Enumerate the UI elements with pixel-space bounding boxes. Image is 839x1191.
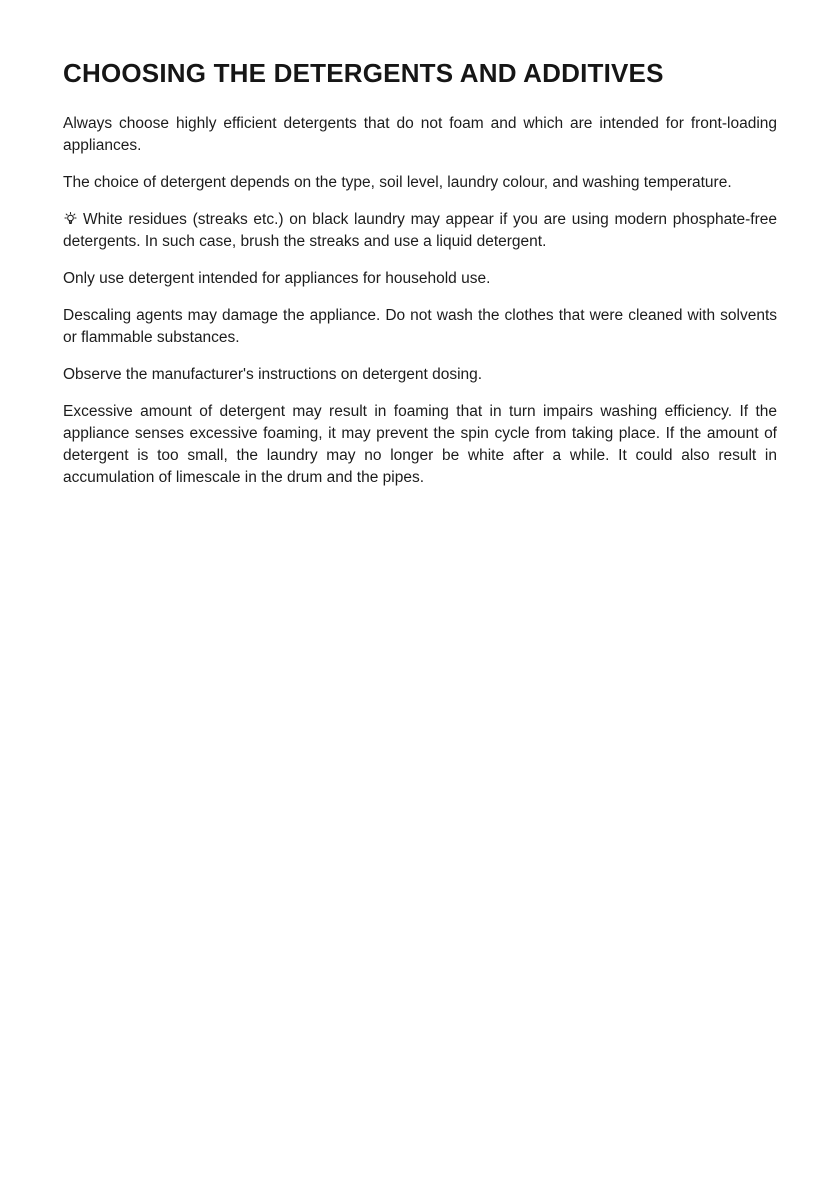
paragraph: The choice of detergent depends on the type, soil level, laundry colour, and washing temperature. <box>63 174 732 191</box>
paragraph: Only use detergent intended for appliances for household use. <box>63 270 491 287</box>
paragraph: Observe the manufacturer's instructions on detergent dosing. <box>63 366 483 383</box>
lightbulb-icon <box>63 210 78 226</box>
paragraph: Always choose highly efficient detergents that do not foam and which are intended for front-loading appliances. <box>63 115 777 154</box>
page-title: CHOOSING THE DETERGENTS AND ADDITIVES <box>63 58 664 88</box>
tip-text: White residues (streaks etc.) on black laundry may appear if you are using modern phosphate-free detergents. In such case, brush the streaks and use a liquid detergent. <box>63 211 777 250</box>
paragraph: Descaling agents may damage the appliance. Do not wash the clothes that were cleaned with solvents or flammable substances. <box>63 307 777 346</box>
paragraph: Excessive amount of detergent may result in foaming that in turn impairs washing efficiency. If the appliance senses excessive foaming, it may prevent the spin cycle from taking place. If the amount of detergent is too small, the laundry may no longer be white after a while. It could also result in accumulation of limescale in the drum and the pipes. <box>63 403 777 486</box>
tip-paragraph <box>63 209 777 253</box>
